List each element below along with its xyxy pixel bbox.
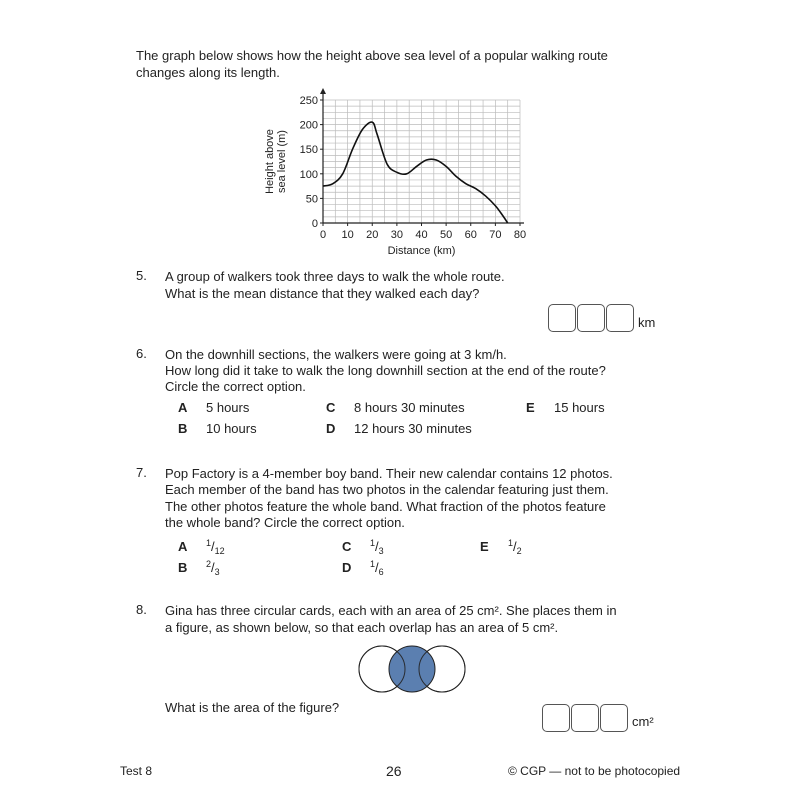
- page-number: 26: [386, 763, 402, 779]
- middle-circle: [389, 646, 435, 692]
- q7-option-d[interactable]: D $^1/_6$: [342, 559, 384, 577]
- q6-option-a[interactable]: A 5 hours: [178, 400, 250, 415]
- y-tick-label: 150: [299, 144, 318, 157]
- answer-box-8-digit-3[interactable]: [600, 704, 628, 732]
- question-5-number: 5.: [136, 268, 147, 283]
- x-tick-label: 40: [415, 229, 428, 241]
- question-5-line-1: A group of walkers took three days to walk the whole route.: [165, 269, 505, 284]
- question-7-line-4: the whole band? Circle the correct option.: [165, 515, 405, 530]
- x-tick-label: 30: [390, 229, 403, 241]
- q6-option-c[interactable]: C 8 hours 30 minutes: [326, 400, 465, 415]
- question-8-line-1: Gina has three circular cards, each with an area of 25 cm². She places them in: [165, 603, 617, 618]
- question-8-line-3: What is the area of the figure?: [165, 700, 340, 715]
- q7-option-a[interactable]: A $^1/_{12}$: [178, 538, 225, 556]
- answer-box-8-digit-2[interactable]: [571, 704, 599, 732]
- x-tick-label: 50: [440, 229, 453, 241]
- question-8-number: 8.: [136, 602, 147, 617]
- question-6-line-3: Circle the correct option.: [165, 379, 306, 394]
- x-tick-label: 80: [513, 229, 527, 241]
- question-5-line-2: What is the mean distance that they walked each day?: [165, 286, 480, 301]
- x-tick-label: 70: [489, 229, 502, 241]
- answer-box-5-digit-2[interactable]: [577, 304, 605, 332]
- q7-option-c[interactable]: C $^1/_3$: [342, 538, 384, 556]
- question-6-line-2: How long did it take to walk the long downhill section at the end of the route?: [165, 363, 606, 378]
- intro-line-1: The graph below shows how the height above sea level of a popular walking route: [136, 48, 608, 63]
- answer-box-5-digit-1[interactable]: [548, 304, 576, 332]
- y-tick-label: 200: [299, 119, 318, 132]
- y-axis-label-line-2: sea level (m): [276, 130, 288, 193]
- question-7-number: 7.: [136, 465, 147, 480]
- q7-option-b[interactable]: B $^2/_3$: [178, 559, 220, 577]
- q7-option-e[interactable]: E $^1/_2$: [480, 538, 522, 556]
- intro-line-2: changes along its length.: [136, 65, 280, 80]
- question-7-line-1: Pop Factory is a 4-member boy band. Their new calendar contains 12 photos.: [165, 466, 613, 481]
- q6-option-d[interactable]: D 12 hours 30 minutes: [326, 421, 472, 436]
- y-tick-label: 100: [299, 168, 318, 181]
- answer-box-8-digit-1[interactable]: [542, 704, 570, 732]
- x-tick-label: 20: [366, 229, 379, 241]
- x-tick-label: 60: [464, 229, 477, 241]
- footer-copyright: © CGP — not to be photocopied: [508, 764, 681, 778]
- footer-test-label: Test 8: [120, 764, 153, 778]
- x-axis-label: Distance (km): [387, 245, 456, 257]
- question-8-unit: cm²: [632, 714, 654, 729]
- question-8-line-2: a figure, as shown below, so that each overlap has an area of 5 cm².: [165, 620, 559, 635]
- y-tick-label: 250: [299, 95, 318, 107]
- height-profile-chart: [255, 85, 535, 265]
- y-axis-label-line-1: Height above: [264, 129, 276, 194]
- q6-option-b[interactable]: B 10 hours: [178, 421, 257, 436]
- question-5-unit: km: [638, 315, 656, 330]
- y-tick-label: 50: [305, 193, 318, 206]
- overlapping-circles-figure: [355, 643, 470, 695]
- x-tick-label: 0: [319, 229, 327, 241]
- question-6-number: 6.: [136, 346, 147, 361]
- q6-option-e[interactable]: E 15 hours: [526, 400, 605, 415]
- x-tick-label: 10: [341, 229, 354, 241]
- question-7-line-3: The other photos feature the whole band. What fraction of the photos feature: [165, 499, 606, 514]
- question-7-line-2: Each member of the band has two photos in the calendar featuring just them.: [165, 482, 609, 497]
- y-tick-label: 0: [311, 218, 318, 230]
- question-6-line-1: On the downhill sections, the walkers were going at 3 km/h.: [165, 347, 507, 362]
- y-axis-arrow: [320, 88, 326, 94]
- answer-box-5-digit-3[interactable]: [606, 304, 634, 332]
